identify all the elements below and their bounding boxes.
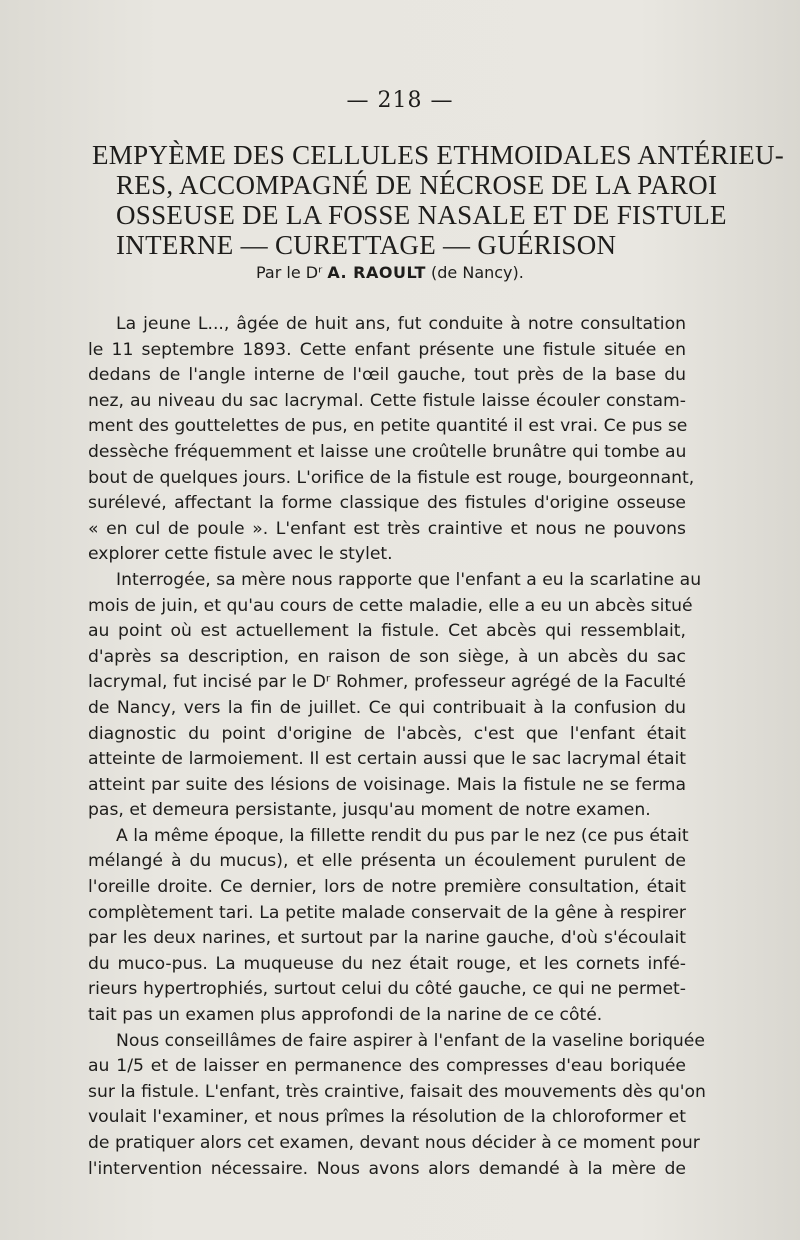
byline-suffix: (de Nancy). (431, 263, 524, 282)
body-line: Interrogée, sa mère nous rapporte que l'enfant a eu la scarlatine au (116, 569, 702, 590)
author-name: A. RAOULT (327, 263, 426, 282)
body-line: Nous conseillâmes de faire aspirer à l'enfant de la vaseline boriquée (116, 1030, 705, 1051)
title-line: EMPYÈME DES CELLULES ETHMOIDALES ANTÉRIEU- (92, 140, 785, 170)
body-line: du muco-pus. La muqueuse du nez était rouge, et les cornets infé- (88, 953, 686, 974)
body-line: atteint par suite des lésions de voisinage. Mais la fistule ne se ferma (88, 774, 686, 795)
body-line: lacrymal, fut incisé par le Dʳ Rohmer, professeur agrégé de la Faculté (88, 672, 686, 693)
body-line: voulait l'examiner, et nous prîmes la résolution de la chloroformer et (88, 1107, 686, 1128)
body-line: le 11 septembre 1893. Cette enfant présente une fistule située en (88, 339, 686, 360)
body-line: rieurs hypertrophiés, surtout celui du côté gauche, ce qui ne permet- (88, 979, 686, 1000)
body-line: de pratiquer alors cet examen, devant nous décider à ce moment pour (88, 1133, 700, 1153)
body-line: ment des gouttelettes de pus, en petite quantité il est vrai. Ce pus se (88, 416, 688, 437)
body-line: dedans de l'angle interne de l'œil gauche, tout près de la base du (88, 365, 686, 386)
body-line: de Nancy, vers la fin de juillet. Ce qui contribuait à la confusion du (88, 697, 686, 718)
body-line: l'oreille droite. Ce dernier, lors de notre première consultation, était (88, 877, 686, 898)
body-line: diagnostic du point d'origine de l'abcès, c'est que l'enfant était (88, 723, 686, 744)
body-line: au 1/5 et de laisser en permanence des compresses d'eau boriquée (88, 1056, 686, 1077)
article-title (92, 140, 785, 260)
title-line: INTERNE — CURETTAGE — GUÉRISON (116, 230, 617, 260)
body-line: par les deux narines, et surtout par la narine gauche, d'où s'écoulait (88, 928, 686, 949)
body-line: nez, au niveau du sac lacrymal. Cette fistule laisse écouler constam- (88, 390, 686, 411)
title-line: RES, ACCOMPAGNÉ DE NÉCROSE DE LA PAROI (116, 170, 718, 200)
body-line: l'intervention nécessaire. Nous avons alors demandé à la mère de (88, 1158, 686, 1179)
body-line: sur la fistule. L'enfant, très craintive, faisait des mouvements dès qu'on (88, 1081, 706, 1102)
article-body (88, 312, 706, 1182)
body-line: mélangé à du mucus), et elle présenta un écoulement purulent de (88, 851, 686, 872)
body-line: d'après sa description, en raison de son siège, à un abcès du sac (88, 646, 686, 667)
body-line: mois de juin, et qu'au cours de cette maladie, elle a eu un abcès situé (88, 595, 693, 616)
body-line: explorer cette fistule avec le stylet. (88, 544, 393, 565)
page-number: — 218 — (346, 88, 454, 113)
body-line: tait pas un examen plus approfondi de la narine de ce côté. (88, 1005, 603, 1026)
body-line: complètement tari. La petite malade conservait de la gêne à respirer (88, 902, 686, 923)
body-line: bout de quelques jours. L'orifice de la fistule est rouge, bourgeonnant, (88, 467, 695, 488)
byline-prefix: Par le Dʳ (256, 263, 323, 282)
body-line: surélevé, affectant la forme classique des fistules d'origine osseuse (88, 493, 686, 514)
body-line: dessèche fréquemment et laisse une croûtelle brunâtre qui tombe au (88, 441, 687, 462)
body-line: atteinte de larmoiement. Il est certain aussi que le sac lacrymal était (88, 749, 686, 770)
body-line: La jeune L..., âgée de huit ans, fut conduite à notre consultation (116, 314, 686, 334)
title-line: OSSEUSE DE LA FOSSE NASALE ET DE FISTULE (116, 200, 727, 230)
body-line: A la même époque, la fillette rendit du pus par le nez (ce pus était (116, 825, 689, 846)
body-line: pas, et demeura persistante, jusqu'au moment de notre examen. (88, 800, 651, 821)
body-line: « en cul de poule ». L'enfant est très craintive et nous ne pouvons (88, 518, 686, 539)
byline (256, 263, 524, 282)
body-line: au point où est actuellement la fistule. Cet abcès qui ressemblait, (88, 621, 686, 642)
